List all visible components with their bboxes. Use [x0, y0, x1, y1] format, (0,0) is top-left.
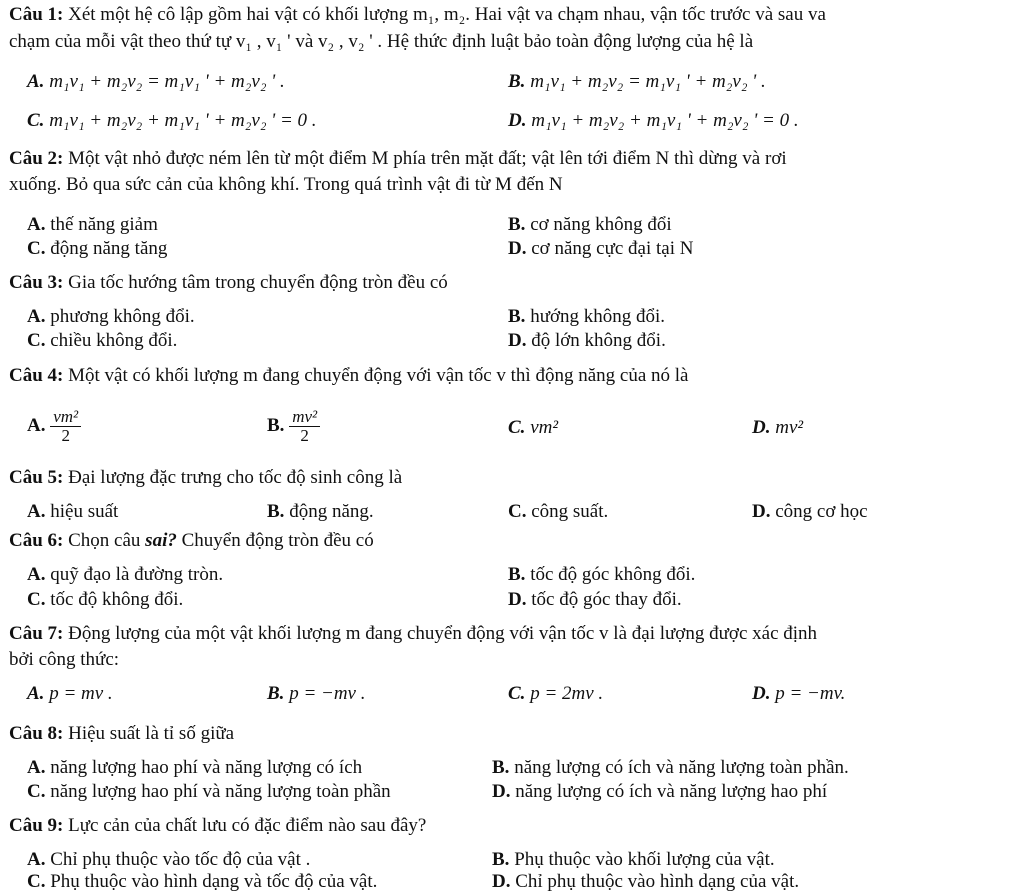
option-a[interactable]: A. năng lượng hao phí và năng lượng có ích: [27, 757, 363, 778]
option-c[interactable]: C. động năng tăng: [27, 238, 168, 259]
question-8: [9, 723, 1024, 745]
option-c[interactable]: C. năng lượng hao phí và năng lượng toàn phần: [27, 781, 391, 802]
question-2: [9, 148, 1024, 170]
option-c[interactable]: C. công suất.: [508, 501, 609, 522]
option-d[interactable]: D. p = −mv.: [752, 683, 846, 704]
question-label: Câu 6:: [9, 530, 64, 551]
question-label: Câu 2:: [9, 148, 64, 169]
option-b[interactable]: B. m₁v₁ + m₂v₂ = m₁v₁ ' + m₂v₂ ' .: [508, 71, 766, 92]
question-text: Một vật nhỏ được ném lên từ một điểm M phía trên mặt đất; vật lên tới điểm N thì dừng và rơi: [68, 148, 787, 169]
question-label: Câu 4:: [9, 365, 64, 386]
option-d[interactable]: D. cơ năng cực đại tại N: [508, 238, 694, 259]
fraction: $\frac{\text{vm²}}{2}$: [50, 408, 81, 445]
question-label: Câu 8:: [9, 723, 64, 744]
question-6: Câu 6: Chọn câu sai? Chuyển động tròn đều có: [9, 530, 374, 551]
question-label: Câu 9:: [9, 815, 64, 836]
option-b[interactable]: B. p = −mv .: [267, 683, 366, 704]
option-c[interactable]: C. vm²: [508, 417, 559, 438]
fraction: $\frac{\text{mv²}}{2}$: [289, 408, 320, 445]
question-7: [9, 623, 1024, 645]
question-label: Câu 7:: [9, 623, 64, 644]
emphasis-wrong: sai?: [145, 530, 177, 551]
option-a[interactable]: A. hiệu suất: [27, 501, 119, 522]
question-2-line2: [9, 174, 1024, 196]
option-d[interactable]: D. tốc độ góc thay đổi.: [508, 589, 682, 610]
option-c[interactable]: C. chiều không đổi.: [27, 330, 178, 351]
option-a[interactable]: A. m₁v₁ + m₂v₂ = m₁v₁ ' + m₂v₂ ' .: [27, 71, 285, 92]
option-b[interactable]: B. động năng.: [267, 501, 374, 522]
option-d[interactable]: D. công cơ học: [752, 501, 868, 522]
option-b[interactable]: B. tốc độ góc không đổi.: [508, 564, 696, 585]
option-c[interactable]: C. Phụ thuộc vào hình dạng và tốc độ của vật.: [27, 871, 378, 892]
question-text: Gia tốc hướng tâm trong chuyển động tròn đều có: [68, 272, 448, 293]
question-4: [9, 365, 1024, 387]
question-text: Lực cản của chất lưu có đặc điểm nào sau đây?: [68, 815, 427, 836]
option-b[interactable]: B. hướng không đổi.: [508, 306, 666, 327]
question-text: Một vật có khối lượng m đang chuyển động với vận tốc v thì động năng của nó là: [68, 365, 689, 386]
option-c[interactable]: C. m₁v₁ + m₂v₂ + m₁v₁ ' + m₂v₂ ' = 0 .: [27, 110, 317, 131]
option-b[interactable]: B. cơ năng không đổi: [508, 214, 672, 235]
question-text: Xét một hệ cô lập gồm hai vật có khối lượng m₁, m₂. Hai vật va chạm nhau, vận tốc trước và sau va: [68, 4, 826, 25]
question-text: Đại lượng đặc trưng cho tốc độ sinh công là: [68, 467, 403, 488]
option-d[interactable]: D. mv²: [752, 417, 804, 438]
option-a[interactable]: A. thế năng giảm: [27, 214, 158, 235]
option-d[interactable]: D. m₁v₁ + m₂v₂ + m₁v₁ ' + m₂v₂ ' = 0 .: [508, 110, 799, 131]
option-c[interactable]: C. p = 2mv .: [508, 683, 604, 704]
question-text: Động lượng của một vật khối lượng m đang chuyển động với vận tốc v là đại lượng được xác định: [68, 623, 818, 644]
question-7-line2: [9, 649, 1024, 671]
question-1-line2: [9, 31, 1024, 53]
question-label: Câu 1:: [9, 4, 64, 25]
option-a[interactable]: A. p = mv .: [27, 683, 113, 704]
question-1: [9, 4, 1024, 26]
question-text: xuống. Bỏ qua sức cản của không khí. Trong quá trình vật đi từ M đến N: [9, 174, 563, 195]
option-a[interactable]: A. phương không đổi.: [27, 306, 195, 327]
question-text: Hiệu suất là tỉ số giữa: [68, 723, 235, 744]
option-a[interactable]: A. quỹ đạo là đường tròn.: [27, 564, 224, 585]
option-b[interactable]: B. Phụ thuộc vào khối lượng của vật.: [492, 849, 775, 870]
question-5: [9, 467, 1024, 489]
question-9: [9, 815, 1024, 837]
option-b[interactable]: B. $\frac{\text{mv²}}{2}$: [267, 408, 320, 445]
question-label: Câu 5:: [9, 467, 64, 488]
option-a[interactable]: A. Chỉ phụ thuộc vào tốc độ của vật .: [27, 849, 311, 870]
option-c[interactable]: C. tốc độ không đổi.: [27, 589, 184, 610]
question-text: chạm của mỗi vật theo thứ tự v₁ , v₁ ' và v₂ , v₂ ' . Hệ thức định luật bảo toàn động lượng của hệ là: [9, 31, 754, 52]
option-d[interactable]: D. độ lớn không đổi.: [508, 330, 666, 351]
question-text: bởi công thức:: [9, 649, 120, 670]
option-b[interactable]: B. năng lượng có ích và năng lượng toàn phần.: [492, 757, 849, 778]
option-d[interactable]: D. Chỉ phụ thuộc vào hình dạng của vật.: [492, 871, 800, 892]
question-label: Câu 3:: [9, 272, 64, 293]
option-a[interactable]: A. $\frac{\text{vm²}}{2}$: [27, 408, 81, 445]
question-3: [9, 272, 1024, 294]
option-d[interactable]: D. năng lượng có ích và năng lượng hao phí: [492, 781, 828, 802]
